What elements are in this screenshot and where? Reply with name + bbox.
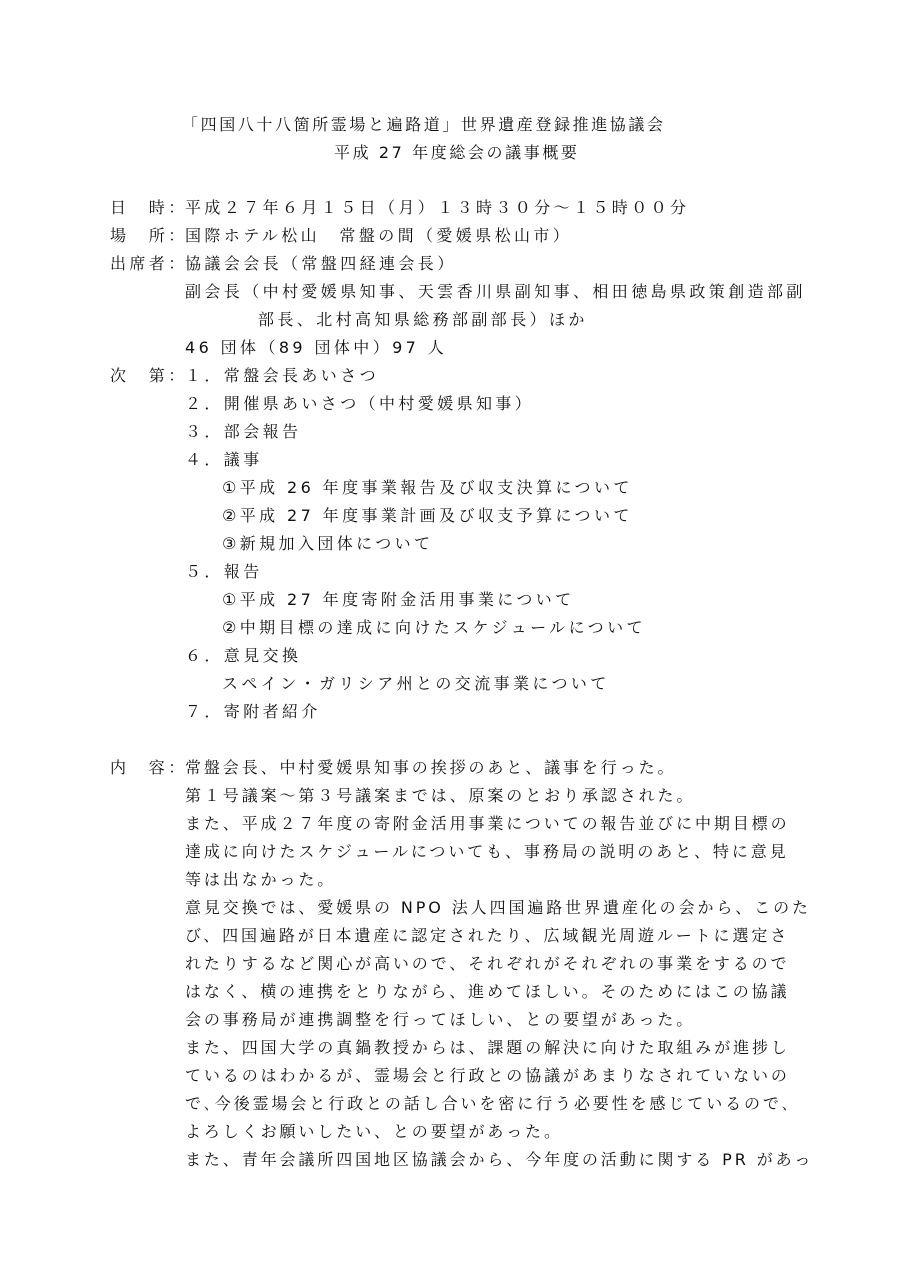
agenda-subitem: ①平成 26 年度事業報告及び収支決算について <box>222 478 633 497</box>
content-line: ているのはわかるが、霊場会と行政との協議があまりなされていないの <box>185 1066 790 1085</box>
content-label: 内 容： <box>110 758 188 777</box>
attendee-line: 協議会会長（常盤四経連会長） <box>185 254 457 273</box>
agenda-item: ６．意見交換 <box>185 646 302 665</box>
place-label: 場 所： <box>110 226 188 245</box>
content-line: はなく、横の連携をとりながら、進めてほしい。そのためにはこの協議 <box>185 982 790 1001</box>
agenda-item: １．常盤会長あいさつ <box>185 366 380 385</box>
place-value: 国際ホテル松山 常盤の間（愛媛県松山市） <box>185 226 573 245</box>
datetime-label: 日 時： <box>110 198 188 217</box>
attendees-label: 出席者： <box>110 254 188 273</box>
content-line: 第１号議案～第３号議案までは、原案のとおり承認された。 <box>185 786 696 805</box>
content-line: また、青年会議所四国地区協議会から、今年度の活動に関する PR があっ <box>185 1150 814 1169</box>
document-subtitle: 平成 27 年度総会の議事概要 <box>334 143 580 162</box>
agenda-item: ４．議事 <box>185 450 263 469</box>
agenda-subitem: ③新規加入団体について <box>222 534 434 553</box>
content-line: 等は出なかった。 <box>185 870 337 889</box>
attendee-line: 副会長（中村愛媛県知事、天雲香川県副知事、相田徳島県政策創造部副 <box>185 282 806 301</box>
agenda-subitem: ②中期目標の達成に向けたスケジュールについて <box>222 618 646 637</box>
content-line: で､今後霊場会と行政との話し合いを密に行う必要性を感じているので､ <box>185 1094 793 1113</box>
attendee-line: 46 団体（89 団体中）97 人 <box>185 338 448 357</box>
agenda-label: 次 第： <box>110 366 188 385</box>
content-line: 会の事務局が連携調整を行ってほしい、との要望があった。 <box>185 1010 696 1029</box>
agenda-subitem: ②平成 27 年度事業計画及び収支予算について <box>222 506 633 525</box>
agenda-subitem: スペイン・ガリシア州との交流事業について <box>222 674 610 693</box>
agenda-item: ５．報告 <box>185 562 263 581</box>
content-line: れたりするなど関心が高いので、それぞれがそれぞれの事業をするので <box>185 954 790 973</box>
datetime-value: 平成２７年６月１５日（月）１３時３０分～１５時００分 <box>185 198 690 217</box>
agenda-item: ２．開催県あいさつ（中村愛媛県知事） <box>185 394 535 413</box>
content-line: 意見交換では、愛媛県の NPO 法人四国遍路世界遺産化の会から、このた <box>185 898 811 917</box>
content-line: また、四国大学の真鍋教授からは、課題の解決に向けた取組みが進捗し <box>185 1038 790 1057</box>
agenda-subitem: ①平成 27 年度寄附金活用事業について <box>222 590 575 609</box>
agenda-item: ３．部会報告 <box>185 422 302 441</box>
document-title: 「四国八十八箇所霊場と遍路道」世界遺産登録推進協議会 <box>182 115 666 134</box>
content-line: よろしくお願いしたい、との要望があった。 <box>185 1122 563 1141</box>
content-line: び、四国遍路が日本遺産に認定されたり、広域観光周遊ルートに選定さ <box>185 926 790 945</box>
attendee-line: 部長、北村高知県総務部副部長）ほか <box>258 310 588 329</box>
content-line: 達成に向けたスケジュールについても、事務局の説明のあと、特に意見 <box>185 842 789 861</box>
agenda-item: ７．寄附者紹介 <box>185 702 321 721</box>
content-line: 常盤会長、中村愛媛県知事の挨拶のあと、議事を行った。 <box>185 758 677 777</box>
content-line: また、平成２７年度の寄附金活用事業についての報告並びに中期目標の <box>185 814 790 833</box>
